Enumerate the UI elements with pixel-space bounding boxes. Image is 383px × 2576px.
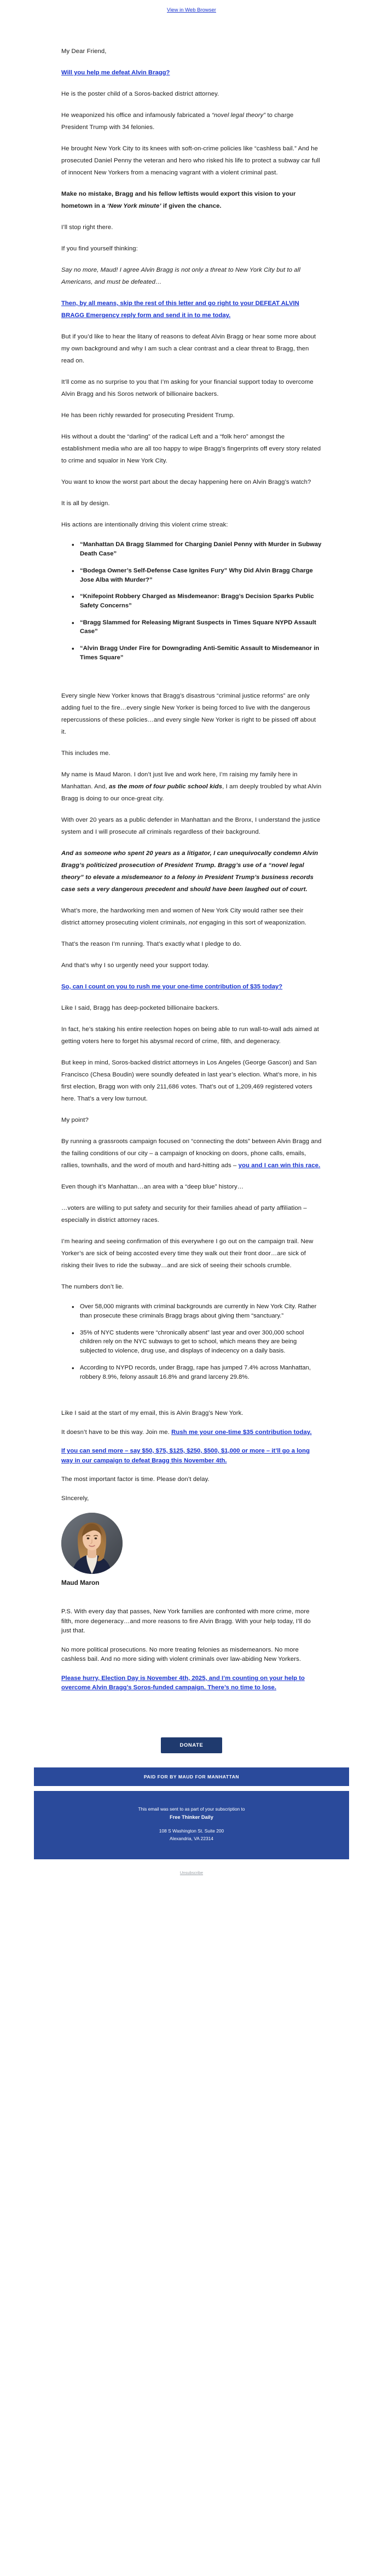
paragraph-13: It is all by design. bbox=[61, 500, 110, 507]
signature-name: Maud Maron bbox=[61, 1579, 100, 1587]
paragraph-24: In fact, he’s staking his entire reelection hopes on being able to run wall-to-wall ads aimed at getting voters here to forget his abysmal record of crime, filth, and degeneracy. bbox=[61, 1026, 319, 1045]
list-item: • “Bodega Owner’s Self-Defense Case Ignites Fury” Why Did Alvin Bragg Charge Jose Alba with Murder?” bbox=[72, 566, 322, 584]
statistics-list bbox=[61, 1302, 322, 1381]
list-item: • “Bragg Slammed for Releasing Migrant Suspects in Times Square NYPD Assault Case” bbox=[72, 618, 322, 636]
paragraph-31: The numbers don’t lie. bbox=[61, 1284, 124, 1291]
unsubscribe-link[interactable]: Unsubscribe bbox=[179, 1870, 204, 1875]
paragraph-20-part-b: engaging in this sort of weaponization. bbox=[197, 919, 307, 926]
paragraph-4-part-a: Make no mistake, Bragg and his fellow leftists would export this vision to your hometown in a bbox=[61, 191, 296, 210]
paragraph-2-part-b: to charge President Trump with 34 felonies. bbox=[61, 112, 294, 131]
footer bbox=[34, 1791, 349, 1859]
footer-subscription-line bbox=[61, 1805, 322, 1813]
paragraph-28: Even though it’s Manhattan…an area with a “deep blue” history… bbox=[61, 1184, 244, 1191]
paragraph-34: The most important factor is time. Please don’t delay. bbox=[61, 1476, 210, 1483]
ps-paragraph-1: P.S. With every day that passes, New York families are confronted with more crime, more filth, more degeneracy…and more reasons to fire Alvin Bragg. With your help today, I’ll do just that. bbox=[61, 1608, 311, 1635]
skip-to-reply-form-paragraph bbox=[61, 297, 322, 321]
list-item: • “Knifepoint Robbery Charged as Misdemeanor: Bragg’s Decision Sparks Public Safety Concerns” bbox=[72, 592, 322, 610]
closing-line: SIncerely, bbox=[61, 1495, 89, 1502]
paragraph-14: His actions are intentionally driving this violent crime streak: bbox=[61, 522, 228, 529]
paragraph-25: But keep in mind, Soros-backed district attorneys in Los Angeles (George Gascon) and San Francisco (Chesa Boudin) were soundly defeated in last year’s election. What’s more, in his first election, Bragg won with only 211,686 votes. That’s out of 1,209,469 registered voters here. That’s a very low turnout. bbox=[61, 1059, 317, 1103]
paragraph-6: If you find yourself thinking: bbox=[61, 245, 138, 253]
rush-contribution-link[interactable]: Rush me your one-time $35 contribution today. bbox=[171, 1428, 312, 1436]
headline-link-paragraph bbox=[61, 67, 322, 79]
spacer bbox=[61, 676, 322, 690]
paragraph-23: Like I said, Bragg has deep-pocketed billionaire backers. bbox=[61, 1004, 219, 1011]
list-item: • “Manhattan DA Bragg Slammed for Charging Daniel Penny with Murder in Subway Death Case” bbox=[72, 540, 322, 558]
paragraph-33 bbox=[61, 1428, 322, 1438]
paragraph-26: My point? bbox=[61, 1117, 89, 1124]
paragraph-27-part-a: By running a grassroots campaign focused on “connecting the dots” between Alvin Bragg and the failing conditions of our city – a campaign of knocking on doors, phone calls, emails, rallies, townhalls, and the word of mouth and hard-hitting ads – bbox=[61, 1138, 322, 1169]
defeat-alvin-bragg-emergency-form-link[interactable]: Then, by all means, skip the rest of this letter and go right to your DEFEAT ALVIN BRAGG Emergency reply form and send it in to me today. bbox=[61, 300, 299, 319]
paragraph-18-part-b: criminals regardless of their background. bbox=[145, 828, 260, 835]
list-item: • 35% of NYC students were “chronically absent” last year and over 300,000 school children rely on the NYC subways to get to school, which means they are being subjected to violence, drug use, and displays of indecency on a daily basis. bbox=[72, 1328, 322, 1356]
paragraph-21: That’s the reason I’m running. That’s exactly what I pledge to do. bbox=[61, 940, 242, 947]
paragraph-2 bbox=[61, 109, 322, 133]
spacer bbox=[0, 1702, 383, 1728]
paragraph-32: Like I said at the start of my email, this is Alvin Bragg’s New York. bbox=[61, 1410, 243, 1417]
win-this-race-link[interactable]: you and I can win this race. bbox=[238, 1162, 321, 1169]
ps-paragraph-2: No more political prosecutions. No more treating felonies as misdemeanors. No more cashless bail. And no more siding with violent criminals over law-abiding New Yorkers. bbox=[61, 1646, 301, 1663]
list-item: • According to NYPD records, under Bragg, rape has jumped 7.4% across Manhattan, robbery 8.9%, felony assault 16.8% and grand larceny 29.8%. bbox=[72, 1363, 322, 1381]
news-headlines-list bbox=[61, 540, 322, 662]
paragraph-5: I’ll stop right there. bbox=[61, 224, 113, 231]
paragraph-3: He brought New York City to its knees with soft-on-crime policies like “cashless bail.” And he prosecuted Daniel Penny the veteran and hero who risked his life to protect a subway car full of innocent New Yorkers from a menacing vagrant with a violent criminal past. bbox=[61, 145, 320, 177]
paragraph-20-part-a: What’s more, the hardworking men and women of New York City would rather see their district attorney prosecuting violent criminals, bbox=[61, 907, 304, 926]
paragraph-17-part-b: , I am deeply troubled by what Alvin Bragg is doing to our once-great city. bbox=[61, 783, 322, 802]
send-more-amounts-link[interactable]: If you can send more – say $50, $75, $125, $250, $500, $1,000 or more – it’ll go a long way in our campaign to defeat Bragg this November 4th. bbox=[61, 1448, 310, 1464]
donate-button[interactable]: DONATE bbox=[161, 1737, 222, 1753]
paragraph-29: …voters are willing to put safety and security for their families ahead of party affiliation – especially in district attorney races. bbox=[61, 1205, 307, 1224]
novel-legal-theory-italic: “novel legal theory” bbox=[212, 112, 266, 119]
paragraph-20 bbox=[61, 905, 322, 929]
footer-address-line-2: Alexandria, VA 22314 bbox=[170, 1836, 213, 1842]
paid-for-banner: PAID FOR BY MAUD FOR MANHATTAN bbox=[34, 1767, 349, 1786]
contribution-ask-paragraph bbox=[61, 981, 322, 993]
avatar bbox=[61, 1513, 123, 1574]
footer-address-line-1: 108 S Washington St. Suite 200 bbox=[159, 1828, 224, 1834]
new-york-minute-italic: ‘New York minute’ bbox=[107, 203, 161, 210]
paragraph-33-part-a: It doesn’t have to be this way. Join me. bbox=[61, 1428, 172, 1436]
list-item: • “Alvin Bragg Under Fire for Downgrading Anti-Semitic Assault to Misdemeanor in Times Square” bbox=[72, 644, 322, 662]
letter-content bbox=[0, 15, 383, 1693]
footer-sent-to-suffix: as part of your subscription to bbox=[184, 1806, 245, 1812]
defeat-bragg-headline-link[interactable]: Will you help me defeat Alvin Bragg? bbox=[61, 69, 170, 77]
paragraph-11: His without a doubt the “darling” of the radical Left and a “folk hero” amongst the establishment media who are all too happy to wipe Bragg’s fingerprints off every story related to crime and squalor in New York City. bbox=[61, 434, 321, 465]
paragraph-4-bold bbox=[61, 188, 322, 212]
paragraph-16: This includes me. bbox=[61, 750, 111, 757]
view-in-web-browser-link[interactable]: View in Web Browser bbox=[167, 7, 216, 13]
election-day-hurry-link[interactable]: Please hurry, Election Day is November 4th, 2025, and I’m counting on your help to overcome Alvin Bragg’s Soros-funded campaign. There’s no time to lose. bbox=[61, 1675, 305, 1691]
all-italic: all bbox=[138, 828, 146, 835]
paragraph-17 bbox=[61, 769, 322, 805]
donate-row bbox=[0, 1728, 383, 1767]
paragraph-12: You want to know the worst part about the decay happening here on Alvin Bragg’s watch? bbox=[61, 479, 311, 486]
paragraph-2-part-a: He weaponized his office and infamously fabricated a bbox=[61, 112, 212, 119]
paragraph-1: He is the poster child of a Soros-backed district attorney. bbox=[61, 91, 219, 98]
send-more-paragraph bbox=[61, 1447, 322, 1466]
mom-of-four-emphasis: as the mom of four public school kids bbox=[109, 783, 223, 790]
paragraph-18 bbox=[61, 814, 322, 838]
paragraph-27 bbox=[61, 1135, 322, 1172]
paragraph-4-part-b: if given the chance. bbox=[161, 203, 222, 210]
footer-sent-to-prefix: This email was sent to bbox=[138, 1806, 185, 1812]
paragraph-19-litigator-emphasis: And as someone who spent 20 years as a litigator, I can unequivocally condemn Alvin Bragg’s politicized prosecution of President Trump. Bragg’s use of a “novel legal theory” to elevate a misdemeanor to a felony in President Trump’s business records case sets a very dangerous precedent and should have been laughed out of court. bbox=[61, 850, 318, 893]
paragraph-8: But if you’d like to hear the litany of reasons to defeat Alvin Bragg or hear some more about my own background and why I am such a clear contrast and a clear threat to Bragg, then read on. bbox=[61, 333, 316, 365]
ps-election-day-paragraph bbox=[61, 1674, 322, 1693]
preheader bbox=[0, 0, 383, 15]
not-italic: not bbox=[188, 919, 198, 926]
paragraph-9: It’ll come as no surprise to you that I’m asking for your financial support today to overcome Alvin Bragg and his Soros network of billionaire backers. bbox=[61, 379, 314, 398]
list-item: • Over 58,000 migrants with criminal backgrounds are currently in New York City. Rather than prosecute these criminals Bragg brags about giving them “sanctuary.” bbox=[72, 1302, 322, 1320]
paragraph-7-italic-quote: Say no more, Maud! I agree Alvin Bragg is not only a threat to New York City but to all Americans, and must be defeated… bbox=[61, 267, 300, 286]
signature-block bbox=[61, 1513, 322, 1586]
footer-brand-name: Free Thinker Daily bbox=[170, 1814, 213, 1820]
unsubscribe-row bbox=[0, 1859, 383, 1886]
paragraph-10: He has been richly rewarded for prosecuting President Trump. bbox=[61, 412, 235, 419]
salutation: My Dear Friend, bbox=[61, 48, 107, 55]
paragraph-22: And that’s why I so urgently need your support today. bbox=[61, 962, 210, 969]
paragraph-18-part-a: With over 20 years as a public defender in Manhattan and the Bronx, I understand the justice system and I will prosecute bbox=[61, 816, 321, 835]
paragraph-15: Every single New Yorker knows that Bragg’s disastrous “criminal justice reforms” are only adding fuel to the fire…every single New Yorker is being forced to live with the dangerous repercussions of these policies…and every single New Yorker is right to be pissed off about it. bbox=[61, 692, 316, 735]
spacer bbox=[61, 1395, 322, 1409]
paragraph-17-part-a: My name is Maud Maron. I don’t just live and work here, I’m raising my family here in Manhattan. And, bbox=[61, 771, 298, 790]
one-time-35-contribution-link[interactable]: So, can I count on you to rush me your one-time contribution of $35 today? bbox=[61, 983, 283, 990]
paragraph-30: I’m hearing and seeing confirmation of this everywhere I go out on the campaign trail. New Yorker’s are sick of being accosted every time they walk out their front door…are sick of risking their lives to ride the subway…and are sick of seeing their schools crumble. bbox=[61, 1238, 314, 1269]
